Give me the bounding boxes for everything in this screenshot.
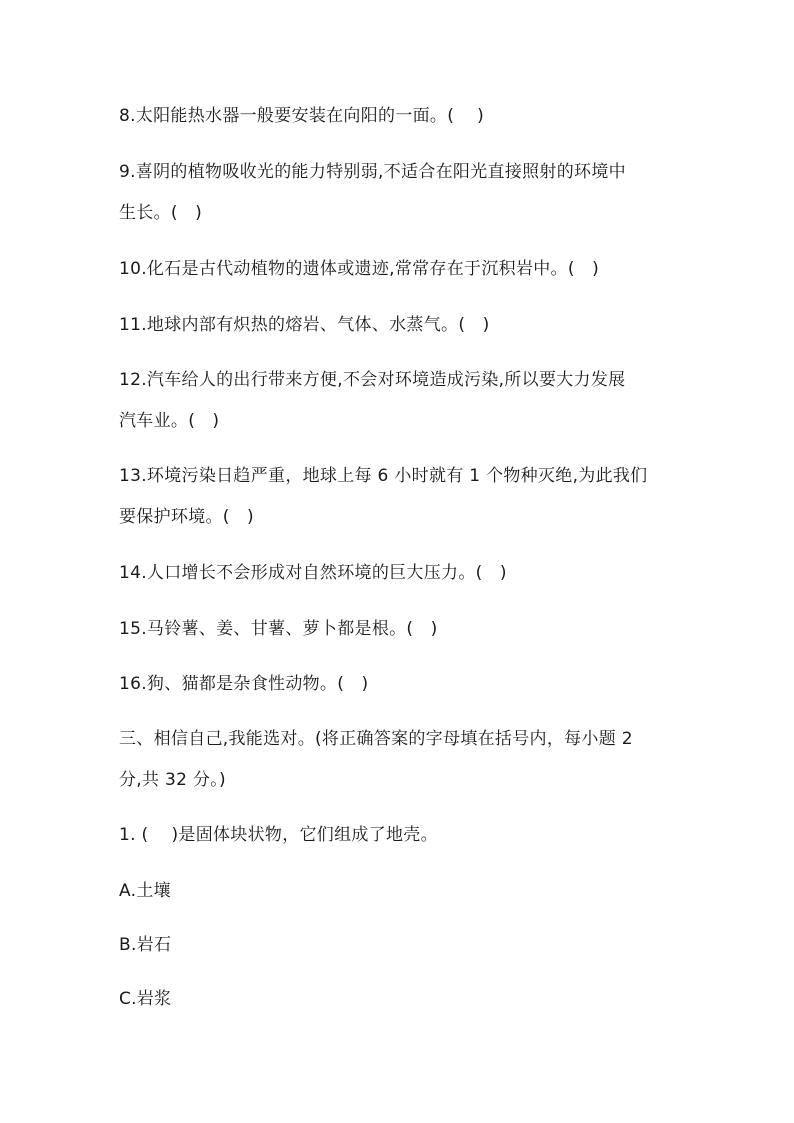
question-13-line-2: 要保护环境。( ) [119,507,254,527]
question-14: 14.人口增长不会形成对自然环境的巨大压力。( ) [119,563,507,583]
option-c: C.岩浆 [119,989,172,1009]
section-3-heading-line-1: 三、相信自己,我能选对。(将正确答案的字母填在括号内，每小题 2 [119,729,633,749]
option-b: B.岩石 [119,935,172,955]
question-13-line-1: 13.环境污染日趋严重，地球上每 6 小时就有 1 个物种灭绝,为此我们 [119,466,648,486]
question-9-line-2: 生长。( ) [119,203,203,223]
mc-question-1: 1. ( )是固体块状物，它们组成了地壳。 [119,825,438,845]
question-15: 15.马铃薯、姜、甘薯、萝卜都是根。( ) [119,619,438,639]
question-12-line-1: 12.汽车给人的出行带来方便,不会对环境造成污染,所以要大力发展 [119,370,626,390]
question-16: 16.狗、猫都是杂食性动物。( ) [119,674,369,694]
question-8: 8.太阳能热水器一般要安装在向阳的一面。( ) [119,106,485,126]
question-11: 11.地球内部有炽热的熔岩、气体、水蒸气。( ) [119,315,490,335]
question-9-line-1: 9.喜阴的植物吸收光的能力特别弱,不适合在阳光直接照射的环境中 [119,162,626,182]
section-3-heading-line-2: 分,共 32 分。) [119,770,226,790]
question-10: 10.化石是古代动植物的遗体或遗迹,常常存在于沉积岩中。( ) [119,259,600,279]
question-12-line-2: 汽车业。( ) [119,411,220,431]
option-a: A.土壤 [119,881,171,901]
